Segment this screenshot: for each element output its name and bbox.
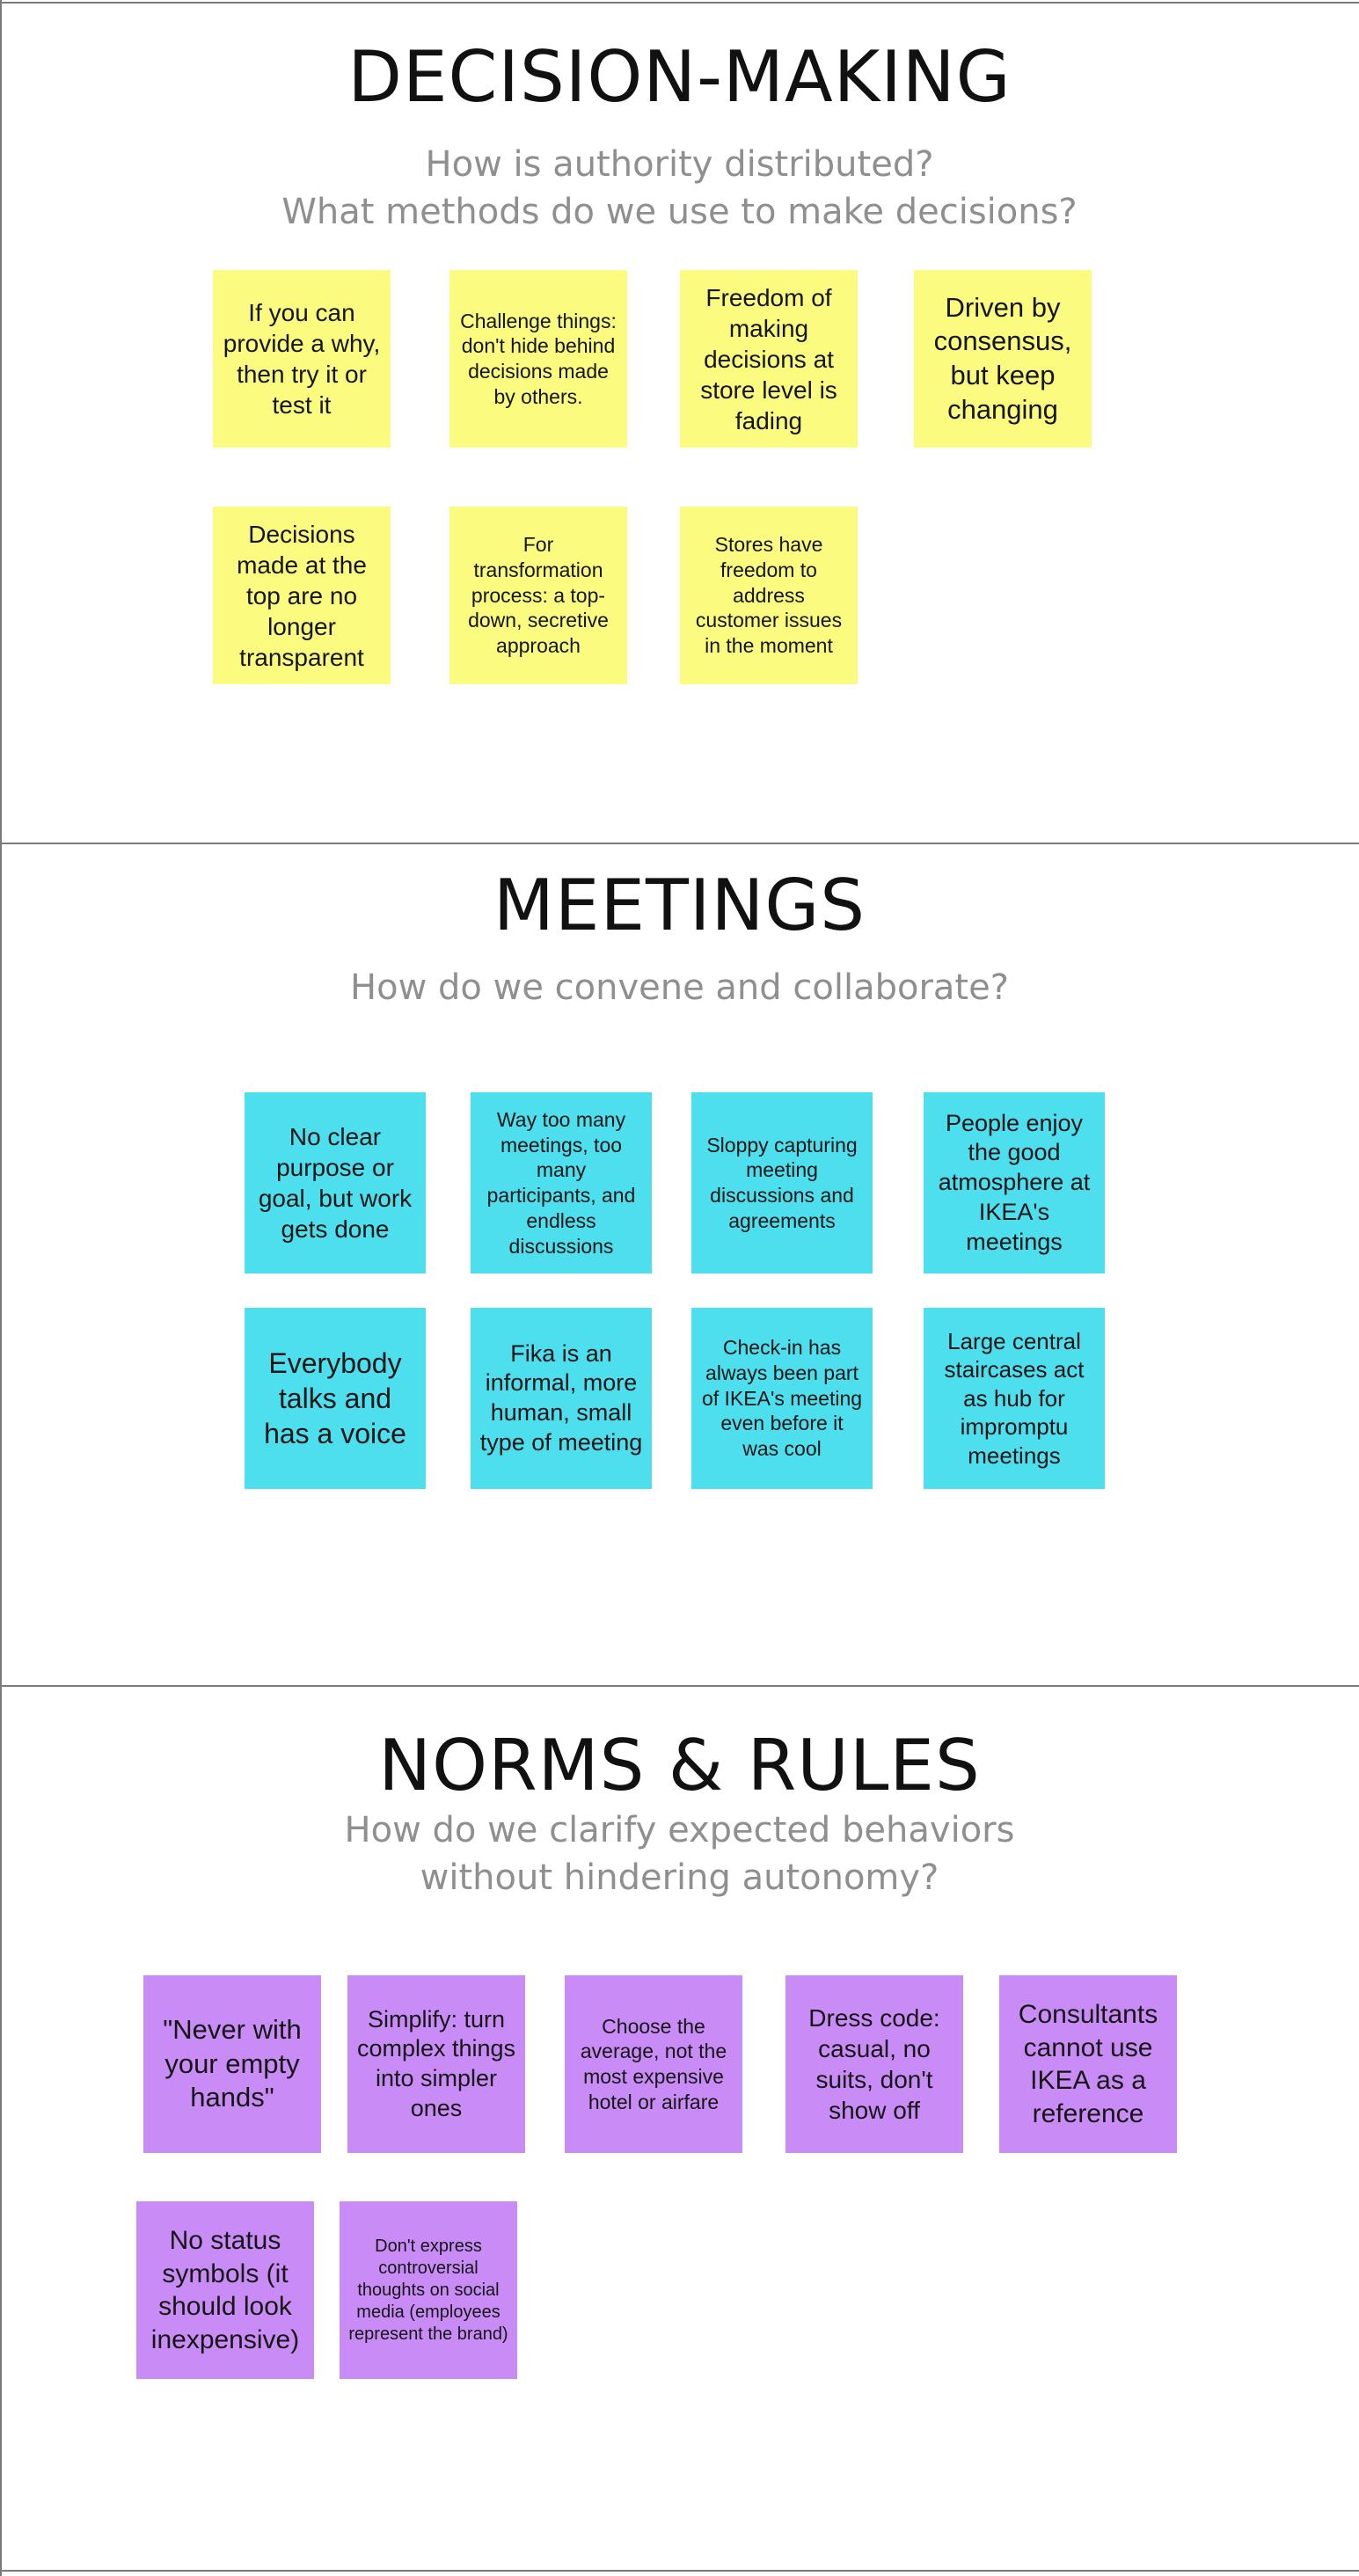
sticky-note: Everybody talks and has a voice [245, 1308, 426, 1489]
decision-making-title: DECISION-MAKING [347, 36, 1012, 118]
norms-rules-subtitle-line1: How do we clarify expected behaviors [344, 1810, 1015, 1850]
decision-making-subtitle-line2: What methods do we use to make decisions? [281, 192, 1078, 232]
sticky-note: Fika is an informal, more human, small type of meeting [471, 1308, 652, 1489]
decision-making-section [0, 0, 1359, 843]
sticky-note: "Never with your empty hands" [143, 1975, 321, 2153]
sticky-note: Freedom of making decisions at store level is fading [680, 270, 858, 448]
sticky-note: Driven by consensus, but keep changing [914, 270, 1092, 448]
sticky-note: Don't express controversial thoughts on social media (employees represent the brand) [340, 2201, 517, 2379]
sticky-note: For transformation process: a top-down, secretive approach [449, 507, 627, 684]
norms-rules-title: NORMS & RULES [378, 1725, 981, 1806]
sticky-note: Choose the average, not the most expensive hotel or airfare [565, 1975, 742, 2153]
sticky-note: No clear purpose or goal, but work gets done [245, 1092, 426, 1273]
sticky-note: Large central staircases act as hub for impromptu meetings [924, 1308, 1105, 1489]
sticky-note: No status symbols (it should look inexpensive) [136, 2201, 314, 2379]
norms-rules-subtitle-line2: without hindering autonomy? [420, 1857, 939, 1898]
frame-bottom-border [0, 2570, 1359, 2572]
meetings-section [0, 844, 1359, 1685]
sticky-note: Check-in has always been part of IKEA's meeting even before it was cool [691, 1308, 873, 1489]
sticky-note: People enjoy the good atmosphere at IKEA's meetings [924, 1092, 1105, 1273]
sticky-note: Dress code: casual, no suits, don't show off [785, 1975, 963, 2153]
sticky-note: If you can provide a why, then try it or test it [213, 270, 391, 448]
sticky-note: Challenge things: don't hide behind decisions made by others. [449, 270, 627, 448]
meetings-title: MEETINGS [493, 865, 866, 946]
sticky-note: Stores have freedom to address customer issues in the moment [680, 507, 858, 684]
sticky-note: Sloppy capturing meeting discussions and agreements [691, 1092, 873, 1273]
meetings-subtitle: How do we convene and collaborate? [350, 967, 1009, 1008]
norms-rules-section [0, 1687, 1359, 2570]
sticky-note: Way too many meetings, too many participants, and endless discussions [471, 1092, 652, 1273]
sticky-note: Consultants cannot use IKEA as a reference [999, 1975, 1177, 2153]
decision-making-subtitle-line1: How is authority distributed? [425, 144, 934, 185]
sticky-note: Decisions made at the top are no longer transparent [213, 507, 391, 684]
sticky-note: Simplify: turn complex things into simpler ones [347, 1975, 525, 2153]
